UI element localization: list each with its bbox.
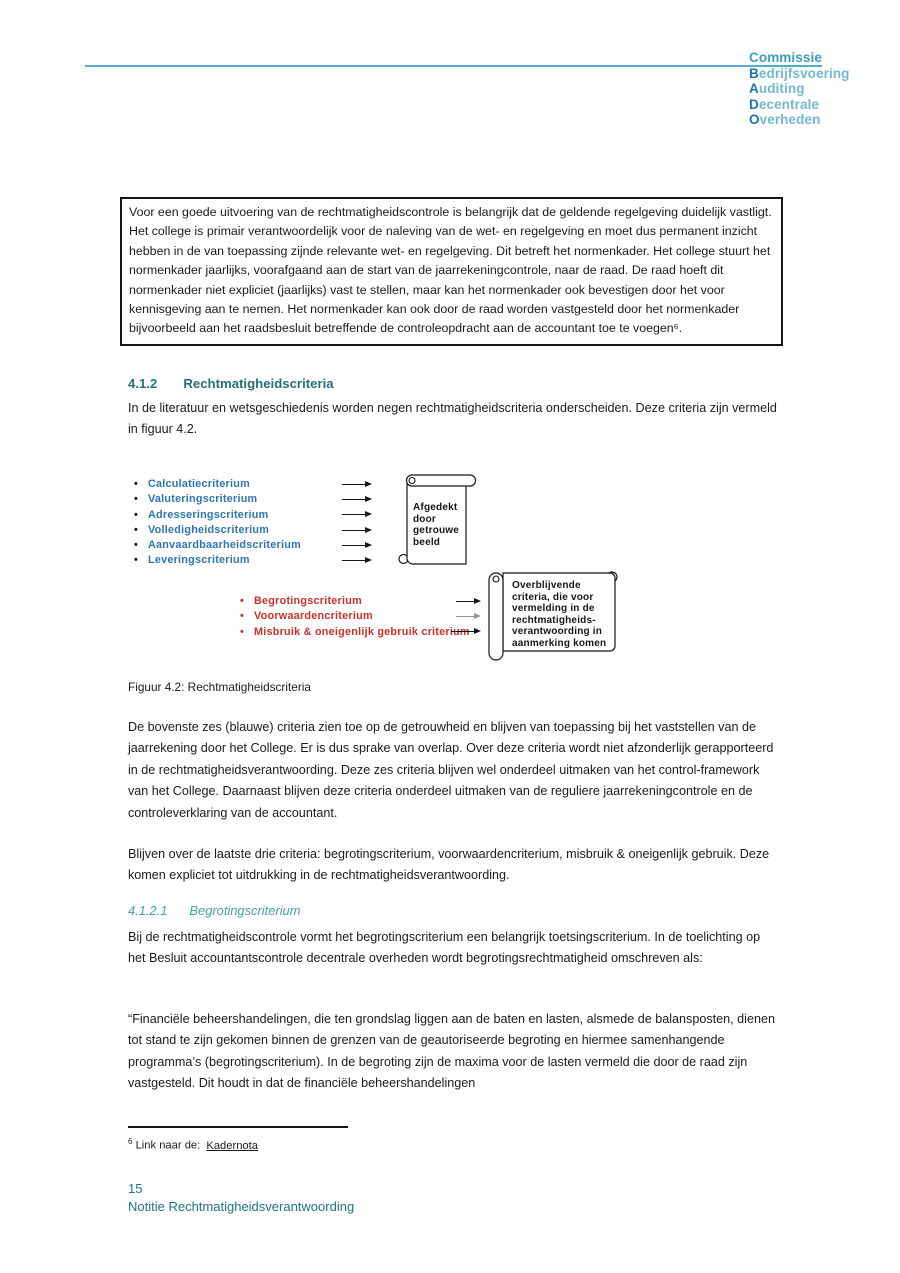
- section-heading: [128, 376, 334, 391]
- section-number: 4.1.2: [128, 376, 158, 391]
- footnote-marker: 6: [128, 1137, 133, 1146]
- list-item: • Leveringscriterium: [134, 553, 301, 568]
- subsection-heading: [128, 903, 300, 918]
- kadernota-link[interactable]: Kadernota: [206, 1139, 258, 1152]
- footnote-text: Link naar de:: [135, 1139, 201, 1152]
- paragraph-quote: “Financiële beheershandelingen, die ten grondslag liggen aan de baten en lasten, alsmede de balansposten, dienen tot stand te zijn gekomen binnen de grenzen van de geautoriseerde begroting en hiermee samenhangende programma’s (begrotingscriterium). In de begroting zijn de maxima voor de lasten vermeld die door de raad zijn vastgesteld. Dit houdt in dat de financiële beheershandelingen: [128, 1012, 775, 1091]
- paragraph-remaining-criteria: Blijven over de laatste drie criteria: begrotingscriterium, voorwaardencriterium, misbruik & oneigenlijk gebruik. Deze komen expliciet tot uitdrukking in de rechtmatigheidsverantwoording.: [128, 847, 770, 883]
- arrow-right-icon: [451, 631, 479, 632]
- logo-line-decentrale: Decentrale: [749, 96, 820, 112]
- arrow-right-icon: [342, 514, 370, 515]
- section-intro-paragraph: In de literatuur en wetsgeschiedenis worden negen rechtmatigheidscriteria onderscheiden. Deze criteria zijn vermeld in figuur 4.2.: [128, 401, 777, 437]
- list-item: • Volledigheidscriterium: [134, 523, 301, 538]
- footnote: [128, 1137, 258, 1152]
- arrow-right-icon: [342, 530, 370, 531]
- section-title: Rechtmatigheidscriteria: [183, 376, 334, 391]
- logo-line-bedrijfsvoering: Bedrijfsvoering: [749, 65, 850, 81]
- arrow-right-icon: [342, 499, 370, 500]
- scroll-red-label: Overblijvende criteria, die voor vermelding in de rechtmatigheids-verantwoording in aanmerking komen: [512, 580, 607, 649]
- logo-line-auditing: Auditing: [749, 81, 805, 96]
- footnote-rule: [128, 1126, 348, 1128]
- normenkader-callout-box: Voor een goede uitvoering van de rechtmatigheidscontrole is belangrijk dat de geldende regelgeving duidelijk vastligt. Het college is primair verantwoordelijk voor de naleving van de wet- en regelgeving en moet dus permanent inzicht hebben in de van toepassing zijnde relevante wet- en regelgeving. Dit betreft het normenkader. Het college stuurt het normenkader jaarlijks, voorafgaand aan de start van de jaarrekeningcontrole, naar de raad. De raad hoeft dit normenkader niet expliciet (jaarlijks) vast te stellen, maar kan het normenkader ook bevestigen door het voor kennisgeving aan te nemen. Het normenkader kan ook door de raad worden vastgesteld door het normenkader bijvoorbeeld aan het raadsbesluit betreffende de controleopdracht aan de accountant toe te voegen⁶.: [120, 197, 783, 346]
- arrow-right-icon: [456, 601, 479, 602]
- scroll-blue-label: Afgedekt door getrouwe beeld: [413, 502, 460, 548]
- red-criteria-list: [240, 594, 470, 640]
- logo-line-overheden: Overheden: [749, 112, 821, 127]
- logo-line-commissie: Commissie: [749, 50, 822, 65]
- list-item: • Begrotingscriterium: [240, 594, 470, 609]
- document-footer-title: Notitie Rechtmatigheidsverantwoording: [128, 1199, 355, 1214]
- list-item: • Misbruik & oneigenlijk gebruik criterium: [240, 625, 470, 640]
- list-item: • Adresseringscriterium: [134, 508, 301, 523]
- paragraph-begrotingscriterium: Bij de rechtmatigheidscontrole vormt het begrotingscriterium een belangrijk toetsingscriterium. In de toelichting op het Besluit accountantscontrole decentrale overheden wordt begrotingsrechtmatigheid omschreven als:: [128, 930, 761, 966]
- bado-logo: [749, 50, 850, 128]
- header-rule: [85, 65, 822, 67]
- subsection-title: Begrotingscriterium: [189, 903, 301, 918]
- arrow-right-icon: [342, 560, 370, 561]
- arrow-right-icon: [342, 545, 370, 546]
- arrow-right-icon: [342, 484, 370, 485]
- arrow-right-icon: [456, 616, 479, 617]
- figure-4-2: [128, 470, 648, 670]
- scroll-shape-overblijvende-criteria: [487, 568, 622, 663]
- subsection-number: 4.1.2.1: [128, 903, 168, 918]
- scroll-shape-getrouwe-beeld: [398, 472, 478, 570]
- paragraph-blue-criteria: De bovenste zes (blauwe) criteria zien toe op de getrouwheid en blijven van toepassing bij het vaststellen van de jaarrekening door het College. Er is dus sprake van overlap. Over deze criteria wordt niet afzonderlijk gerapporteerd in de rechtmatigheidsverantwoording. Deze zes criteria blijven wel onderdeel uitmaken van het control-framework van het College. Daarnaast blijven deze criteria onderdeel uitmaken van de reguliere jaarrekeningcontrole en de controleverklaring van de accountant.: [128, 720, 774, 820]
- list-item: • Voorwaardencriterium: [240, 609, 470, 624]
- list-item: • Aanvaardbaarheidscriterium: [134, 538, 301, 553]
- list-item: • Calculatiecriterium: [134, 477, 301, 492]
- list-item: • Valuteringscriterium: [134, 492, 301, 507]
- figure-caption: Figuur 4.2: Rechtmatigheidscriteria: [128, 680, 311, 694]
- page-number: 15: [128, 1181, 143, 1196]
- blue-criteria-list: [134, 477, 301, 569]
